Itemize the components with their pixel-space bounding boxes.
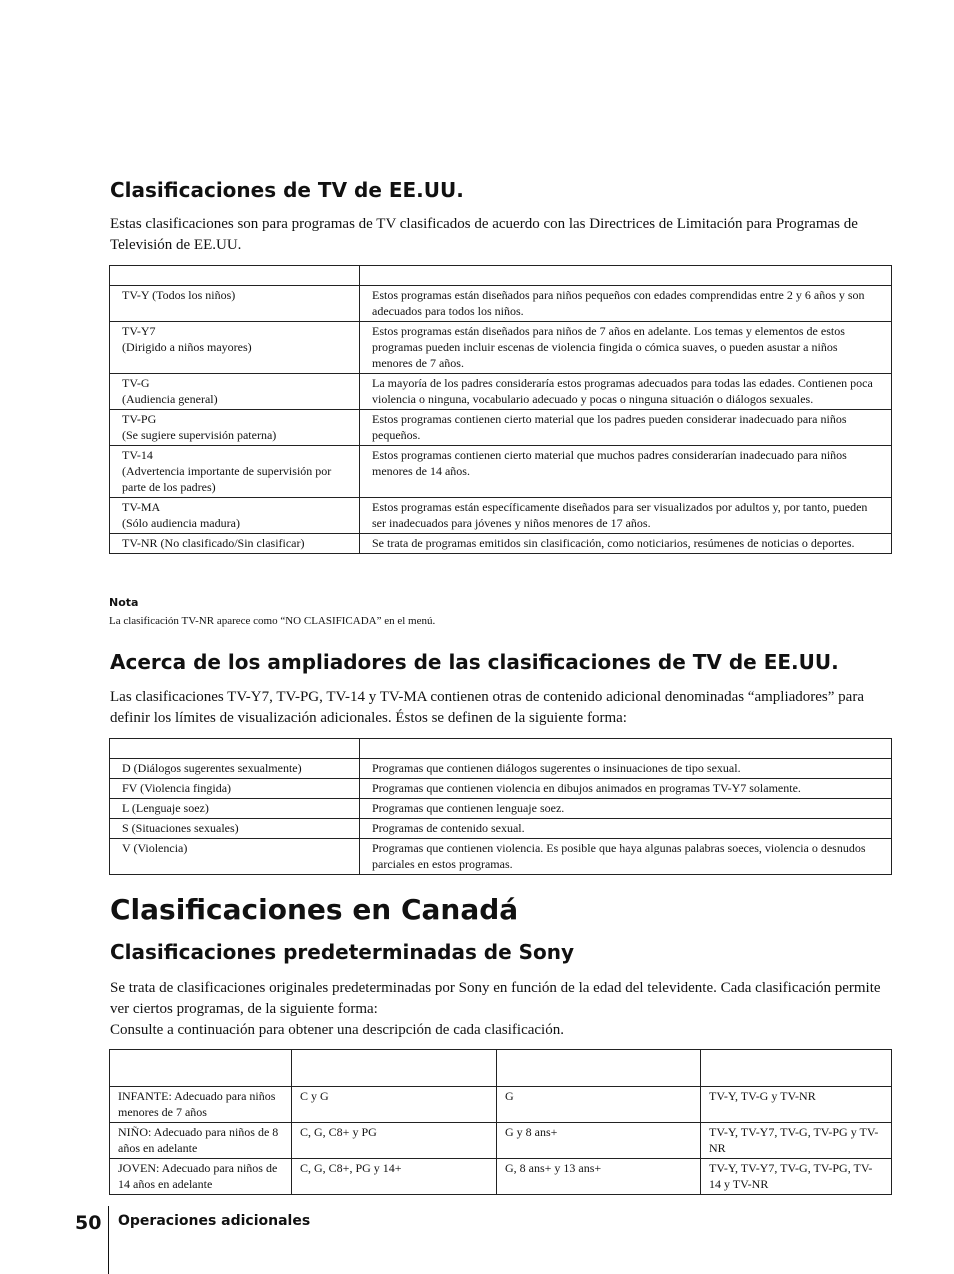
section-canada-subtitle: Clasificaciones predeterminadas de Sony	[110, 940, 575, 964]
canada-col3-cell: G, 8 ans+ y 13 ans+	[497, 1159, 701, 1195]
section-amplifiers-title: Acerca de los ampliadores de las clasificaciones de TV de EE.UU.	[110, 650, 839, 674]
us-ratings-header-row	[110, 266, 892, 286]
table-row	[110, 759, 892, 779]
section-canada-intro	[110, 978, 900, 1041]
note-text: La clasificación TV-NR aparece como “NO CLASIFICADA” en el menú.	[109, 615, 436, 627]
section-canada-intro-2: Consulte a continuación para obtener una descripción de cada clasificación.	[110, 1022, 564, 1038]
rating-cell: TV-14 (Advertencia importante de supervisión por parte de los padres)	[110, 446, 360, 498]
rating-description-cell: La mayoría de los padres consideraría estos programas adecuados para todas las edades. Contienen poca violencia o ninguna, vocabulario adecuado y pocas o ninguna situación o diálogos sexuales.	[360, 374, 892, 410]
amplifier-code-cell: FV (Violencia fingida)	[110, 779, 360, 799]
table-row	[110, 799, 892, 819]
canada-header-cell	[497, 1050, 701, 1087]
footer-section-label: Operaciones adicionales	[118, 1213, 311, 1229]
us-ratings-header-cell	[360, 266, 892, 286]
canada-header-cell	[110, 1050, 292, 1087]
rating-description-cell: Estos programas están diseñados para niños pequeños con edades comprendidas entre 2 y 6 años y son adecuados para todos los niños.	[360, 286, 892, 322]
table-row	[110, 498, 892, 534]
rating-cell: TV-MA (Sólo audiencia madura)	[110, 498, 360, 534]
canada-col2-cell: C, G, C8+, PG y 14+	[292, 1159, 497, 1195]
table-row	[110, 779, 892, 799]
page-number: 50	[75, 1212, 102, 1234]
canada-col2-cell: C, G, C8+ y PG	[292, 1123, 497, 1159]
canada-ratings-table	[109, 1049, 892, 1195]
rating-cell: TV-PG (Se sugiere supervisión paterna)	[110, 410, 360, 446]
rating-description-cell: Estos programas están diseñados para niños de 7 años en adelante. Los temas y elementos de estos programas pueden incluir escenas de violencia fingida o cómica suaves, o pueden asustar a niños menores de 7 años.	[360, 322, 892, 374]
table-row	[110, 1087, 892, 1123]
canada-col4-cell: TV-Y, TV-G y TV-NR	[701, 1087, 892, 1123]
amplifier-code-cell: V (Violencia)	[110, 839, 360, 875]
rating-description-cell: Se trata de programas emitidos sin clasificación, como noticiarios, resúmenes de noticias o deportes.	[360, 534, 892, 554]
canada-header-row	[110, 1050, 892, 1087]
section-canada-intro-1: Se trata de clasificaciones originales predeterminadas por Sony en función de la edad del televidente. Cada clasificación permite ver ciertos programas, de la siguiente forma:	[110, 980, 881, 1017]
canada-level-cell: JOVEN: Adecuado para niños de 14 años en adelante	[110, 1159, 292, 1195]
amplifier-description-cell: Programas que contienen lenguaje soez.	[360, 799, 892, 819]
table-row	[110, 1159, 892, 1195]
table-row	[110, 286, 892, 322]
amplifier-code-cell: S (Situaciones sexuales)	[110, 819, 360, 839]
amplifiers-header-row	[110, 739, 892, 759]
canada-level-cell: INFANTE: Adecuado para niños menores de 7 años	[110, 1087, 292, 1123]
table-row	[110, 374, 892, 410]
rating-cell: TV-G (Audiencia general)	[110, 374, 360, 410]
rating-description-cell: Estos programas contienen cierto material que muchos padres considerarían inadecuado para niños menores de 14 años.	[360, 446, 892, 498]
us-ratings-header-cell	[110, 266, 360, 286]
footer-divider	[108, 1206, 109, 1274]
canada-col3-cell: G	[497, 1087, 701, 1123]
table-row	[110, 322, 892, 374]
amplifier-code-cell: L (Lenguaje soez)	[110, 799, 360, 819]
amplifier-description-cell: Programas que contienen violencia. Es posible que haya algunas palabras soeces, violencia o desnudos parciales en estos programas.	[360, 839, 892, 875]
table-row	[110, 534, 892, 554]
canada-col4-cell: TV-Y, TV-Y7, TV-G, TV-PG, TV-14 y TV-NR	[701, 1159, 892, 1195]
section-us-intro: Estas clasificaciones son para programas de TV clasificados de acuerdo con las Directrices de Limitación para Programas de Televisión de EE.UU.	[110, 216, 858, 253]
canada-level-cell: NIÑO: Adecuado para niños de 8 años en adelante	[110, 1123, 292, 1159]
rating-cell: TV-Y (Todos los niños)	[110, 286, 360, 322]
amplifiers-header-cell	[110, 739, 360, 759]
section-us-title: Clasificaciones de TV de EE.UU.	[110, 178, 464, 202]
canada-col4-cell: TV-Y, TV-Y7, TV-G, TV-PG y TV-NR	[701, 1123, 892, 1159]
section-amplifiers-intro: Las clasificaciones TV-Y7, TV-PG, TV-14 y TV-MA contienen otras de contenido adicional denominadas “ampliadores” para definir los límites de visualización adicionales. Éstos se definen de la siguiente forma:	[110, 689, 864, 726]
table-row	[110, 446, 892, 498]
rating-description-cell: Estos programas están específicamente diseñados para ser visualizados por adultos y, por tanto, pueden ser inadecuados para jóvenes y niños menores de 17 años.	[360, 498, 892, 534]
canada-header-cell	[292, 1050, 497, 1087]
note-title: Nota	[109, 596, 139, 609]
us-ratings-table	[109, 265, 892, 554]
canada-header-cell	[701, 1050, 892, 1087]
table-row	[110, 839, 892, 875]
rating-cell: TV-NR (No clasificado/Sin clasificar)	[110, 534, 360, 554]
canada-col2-cell: C y G	[292, 1087, 497, 1123]
canada-col3-cell: G y 8 ans+	[497, 1123, 701, 1159]
amplifiers-table	[109, 738, 892, 875]
amplifiers-header-cell	[360, 739, 892, 759]
amplifier-description-cell: Programas de contenido sexual.	[360, 819, 892, 839]
table-row	[110, 819, 892, 839]
section-canada-title: Clasificaciones en Canadá	[110, 893, 519, 926]
rating-cell: TV-Y7 (Dirigido a niños mayores)	[110, 322, 360, 374]
amplifier-description-cell: Programas que contienen violencia en dibujos animados en programas TV-Y7 solamente.	[360, 779, 892, 799]
table-row	[110, 410, 892, 446]
rating-description-cell: Estos programas contienen cierto material que los padres pueden considerar inadecuado para niños pequeños.	[360, 410, 892, 446]
table-row	[110, 1123, 892, 1159]
amplifier-description-cell: Programas que contienen diálogos sugerentes o insinuaciones de tipo sexual.	[360, 759, 892, 779]
amplifier-code-cell: D (Diálogos sugerentes sexualmente)	[110, 759, 360, 779]
